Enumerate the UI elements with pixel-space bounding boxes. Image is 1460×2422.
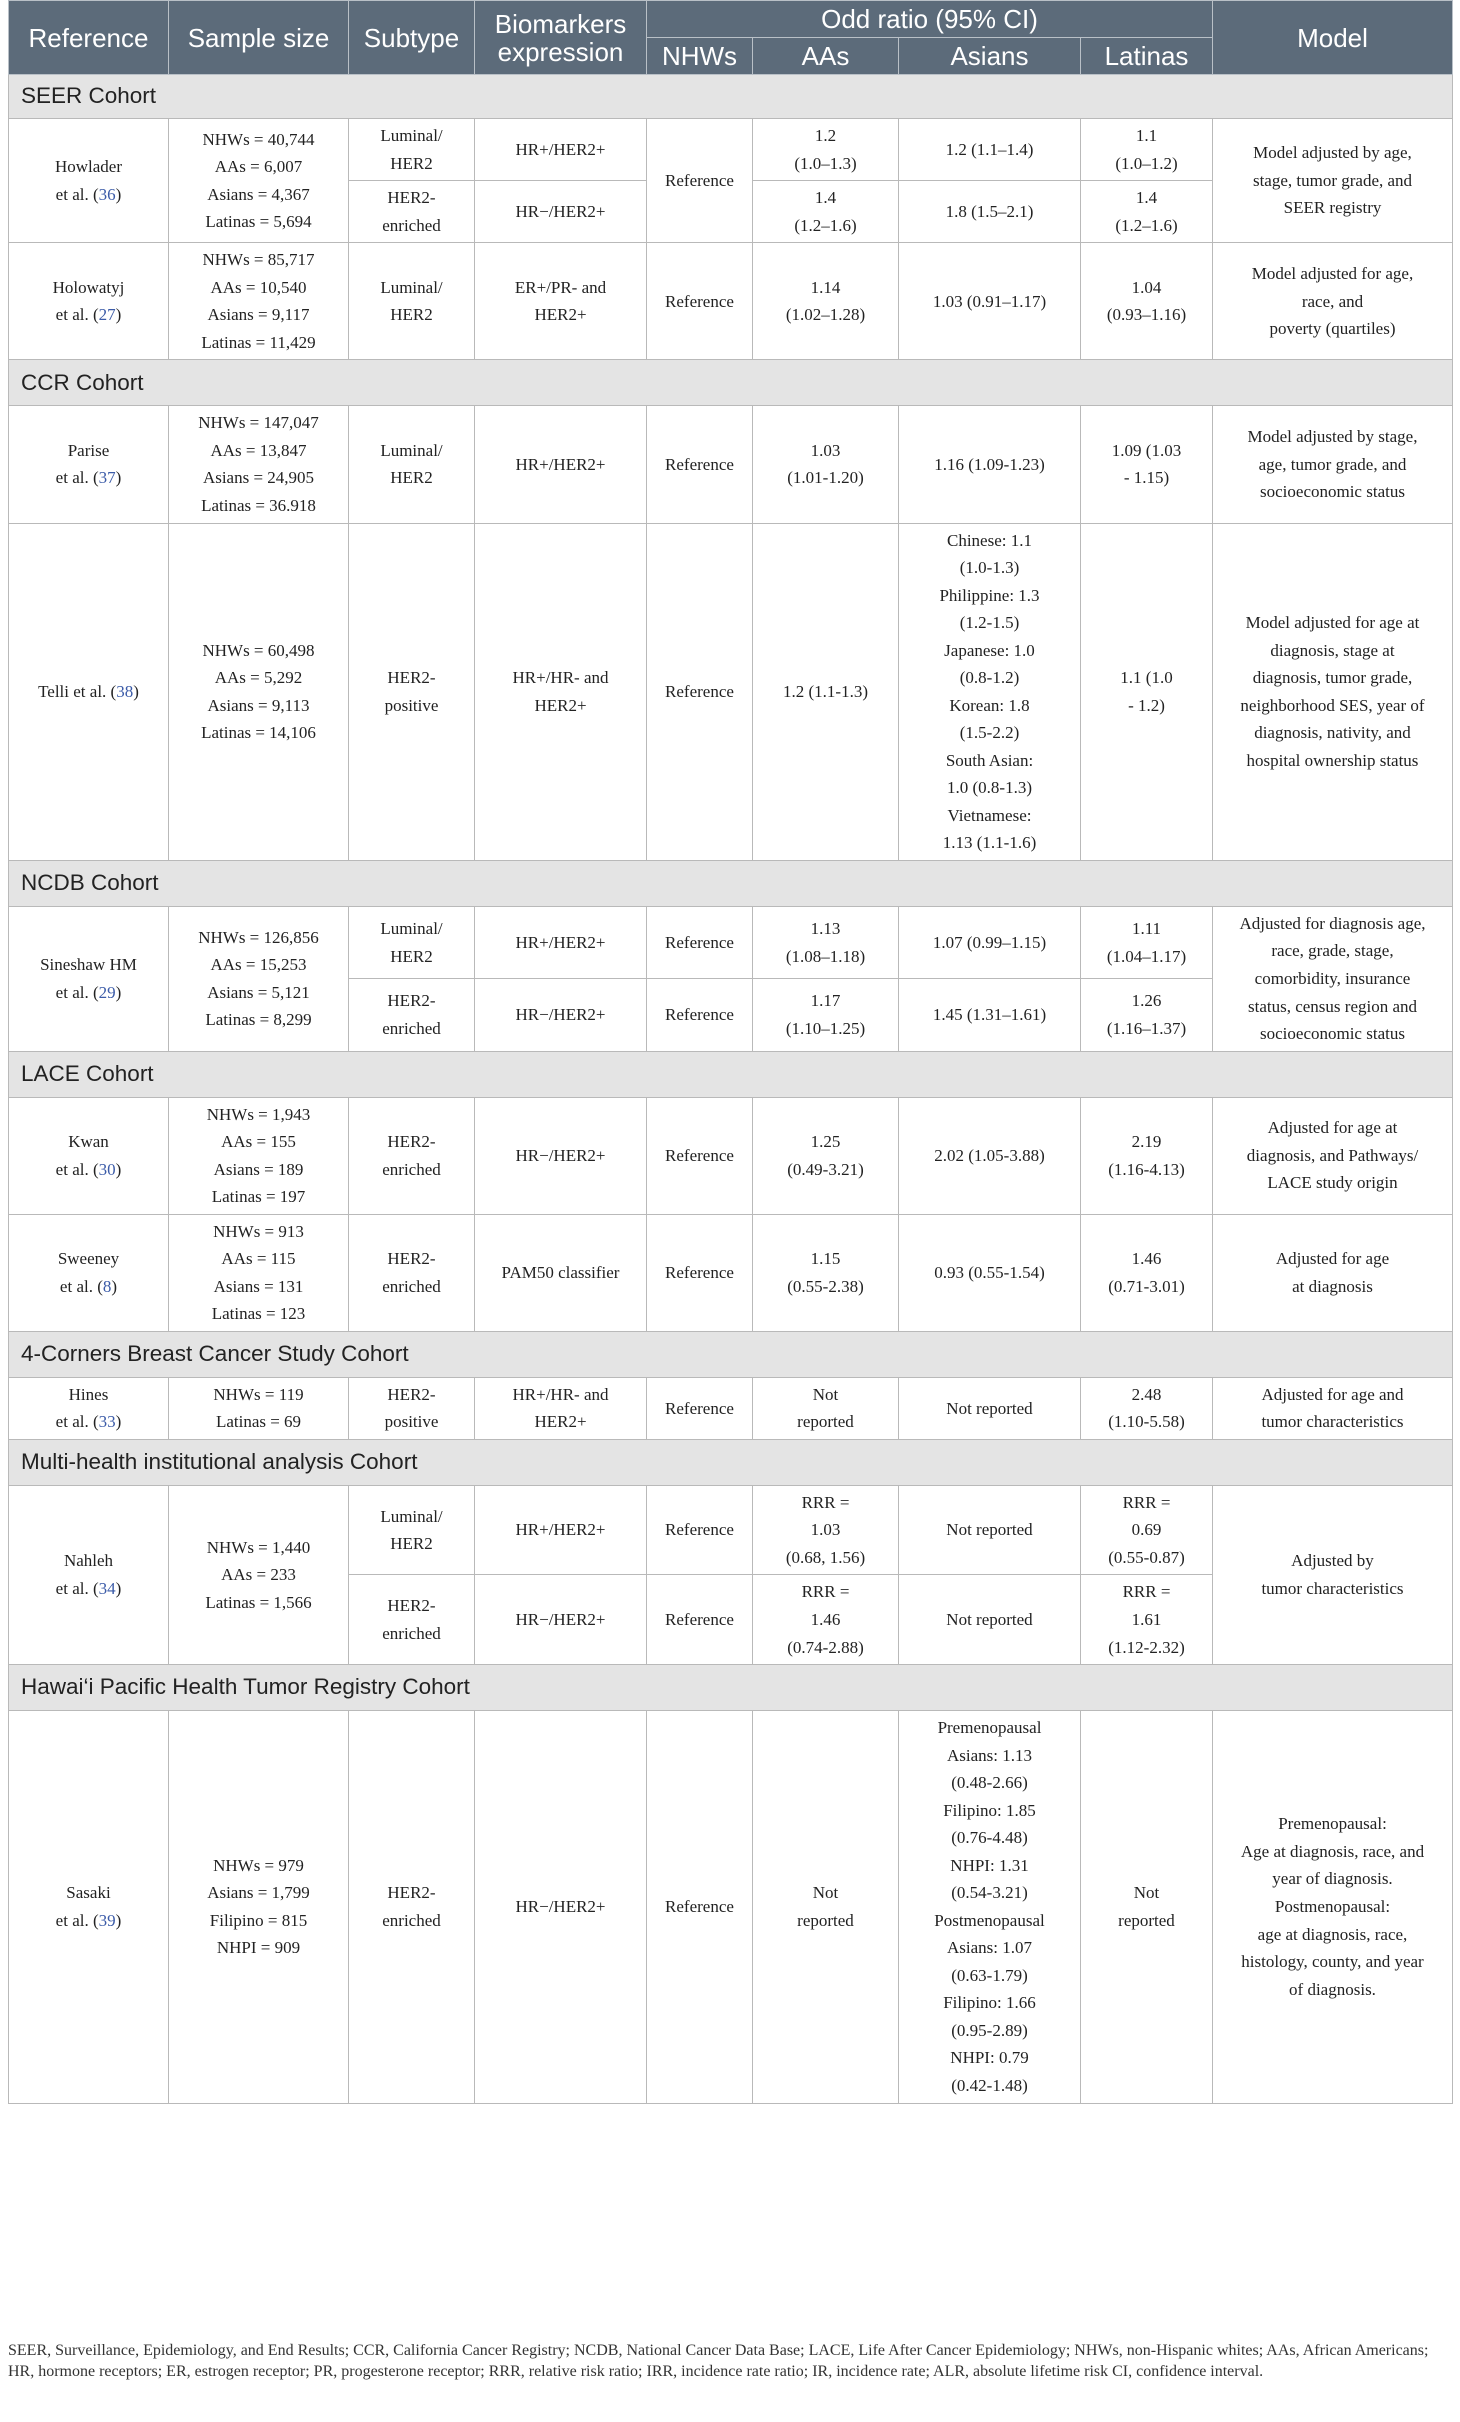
reference-cell: Telli et al. (38) xyxy=(9,523,169,860)
asian-cell: Chinese: 1.1 (1.0-1.3) Philippine: 1.3 (1.2-1.5) Japanese: 1.0 (0.8-1.2) Korean: 1.8 (1.5-2.2) South Asian: 1.0 (0.8-1.3) Vietnamese: 1.13 (1.1-1.6) xyxy=(899,523,1081,860)
cohort-row xyxy=(9,1665,1453,1711)
header-latinas: Latinas xyxy=(1081,38,1213,75)
reference-cell: Kwan et al. (30) xyxy=(9,1097,169,1214)
aa-cell: 1.13 (1.08–1.18) xyxy=(753,906,899,978)
nhw-cell: Reference xyxy=(647,1377,753,1439)
model-cell: Premenopausal: Age at diagnosis, race, and year of diagnosis. Postmenopausal: age at diagnosis, race, histology, county, and year of diagnosis. xyxy=(1213,1711,1453,2103)
reference-name: Holowatyj et al. xyxy=(52,277,125,325)
nhw-cell: Reference xyxy=(647,1711,753,2103)
reference-name: Parise et al. xyxy=(55,440,110,488)
header-odd-ratio: Odd ratio (95% CI) xyxy=(647,1,1213,38)
latina-cell: Not reported xyxy=(1081,1711,1213,2103)
latina-cell: 1.46 (0.71-3.01) xyxy=(1081,1214,1213,1331)
cohort-title: 4-Corners Breast Cancer Study Cohort xyxy=(9,1331,1453,1377)
asian-cell: 1.07 (0.99–1.15) xyxy=(899,906,1081,978)
model-cell: Adjusted for age at diagnosis xyxy=(1213,1214,1453,1331)
header-nhws: NHWs xyxy=(647,38,753,75)
latina-cell: 1.11 (1.04–1.17) xyxy=(1081,906,1213,978)
nhw-cell: Reference xyxy=(647,1214,753,1331)
aa-cell: Not reported xyxy=(753,1711,899,2103)
latina-cell: RRR = 0.69 (0.55-0.87) xyxy=(1081,1485,1213,1575)
reference-cell: Holowatyj et al. (27) xyxy=(9,243,169,360)
subtype-cell: HER2- positive xyxy=(349,523,475,860)
latina-cell: 2.19 (1.16-4.13) xyxy=(1081,1097,1213,1214)
header-asians: Asians xyxy=(899,38,1081,75)
reference-name: Sineshaw HM et al. xyxy=(40,955,137,1002)
model-cell: Model adjusted for age, race, and poverty (quartiles) xyxy=(1213,243,1453,360)
cohort-row xyxy=(9,1051,1453,1097)
subtype-cell: HER2- enriched xyxy=(349,1097,475,1214)
table-row xyxy=(9,523,1453,860)
biomarkers-cell: HR−/HER2+ xyxy=(475,181,647,243)
reference-name: Nahleh et al. xyxy=(55,1551,114,1598)
nhw-cell: Reference xyxy=(647,906,753,978)
subtype-cell: Luminal/ HER2 xyxy=(349,406,475,523)
asian-cell: Not reported xyxy=(899,1485,1081,1575)
sample-size-cell: NHWs = 126,856 AAs = 15,253 Asians = 5,121 Latinas = 8,299 xyxy=(169,906,349,1051)
asian-cell: 0.93 (0.55-1.54) xyxy=(899,1214,1081,1331)
table-row xyxy=(9,1377,1453,1439)
citation-link[interactable]: 33 xyxy=(98,1412,116,1432)
cohort-row xyxy=(9,1439,1453,1485)
reference-cell: Sweeney et al. (8) xyxy=(9,1214,169,1331)
table-row xyxy=(9,243,1453,360)
sample-size-cell: NHWs = 119 Latinas = 69 xyxy=(169,1377,349,1439)
sample-size-cell: NHWs = 1,943 AAs = 155 Asians = 189 Latinas = 197 xyxy=(169,1097,349,1214)
asian-cell: 2.02 (1.05-3.88) xyxy=(899,1097,1081,1214)
reference-name: Kwan et al. xyxy=(55,1132,109,1179)
header-sample-size: Sample size xyxy=(169,1,349,75)
latina-cell: 1.09 (1.03 - 1.15) xyxy=(1081,406,1213,523)
latina-cell: 1.26 (1.16–1.37) xyxy=(1081,979,1213,1051)
cohort-title: SEER Cohort xyxy=(9,75,1453,119)
citation-link[interactable]: 8 xyxy=(102,1276,112,1296)
citation-link[interactable]: 39 xyxy=(98,1910,116,1930)
aa-cell: 1.17 (1.10–1.25) xyxy=(753,979,899,1051)
cohort-title: NCDB Cohort xyxy=(9,860,1453,906)
asian-cell: 1.03 (0.91–1.17) xyxy=(899,243,1081,360)
biomarkers-cell: HR+/HER2+ xyxy=(475,906,647,978)
asian-cell: Not reported xyxy=(899,1377,1081,1439)
cohort-title: Hawai‘i Pacific Health Tumor Registry Cohort xyxy=(9,1665,1453,1711)
biomarkers-cell: HR+/HER2+ xyxy=(475,1485,647,1575)
subtype-cell: Luminal/ HER2 xyxy=(349,243,475,360)
aa-cell: 1.4 (1.2–1.6) xyxy=(753,181,899,243)
asian-cell: 1.2 (1.1–1.4) xyxy=(899,119,1081,181)
latina-cell: 1.04 (0.93–1.16) xyxy=(1081,243,1213,360)
biomarkers-cell: HR−/HER2+ xyxy=(475,1711,647,2103)
table-container xyxy=(8,0,1452,2104)
biomarkers-cell: ER+/PR- and HER2+ xyxy=(475,243,647,360)
sample-size-cell: NHWs = 60,498 AAs = 5,292 Asians = 9,113 Latinas = 14,106 xyxy=(169,523,349,860)
table-row xyxy=(9,1485,1453,1575)
nhw-cell: Reference xyxy=(647,406,753,523)
citation-link[interactable]: 38 xyxy=(116,681,134,701)
cohort-row xyxy=(9,75,1453,119)
header-subtype: Subtype xyxy=(349,1,475,75)
biomarkers-cell: HR+/HR- and HER2+ xyxy=(475,1377,647,1439)
table-row xyxy=(9,1711,1453,2103)
aa-cell: 1.15 (0.55-2.38) xyxy=(753,1214,899,1331)
model-cell: Model adjusted by age, stage, tumor grade, and SEER registry xyxy=(1213,119,1453,243)
model-cell: Adjusted for diagnosis age, race, grade, stage, comorbidity, insurance status, census region and socioeconomic status xyxy=(1213,906,1453,1051)
aa-cell: RRR = 1.03 (0.68, 1.56) xyxy=(753,1485,899,1575)
odds-ratio-table xyxy=(8,0,1453,2104)
model-cell: Model adjusted for age at diagnosis, stage at diagnosis, tumor grade, neighborhood SES, year of diagnosis, nativity, and hospital ownership status xyxy=(1213,523,1453,860)
table-row xyxy=(9,406,1453,523)
aa-cell: 1.03 (1.01-1.20) xyxy=(753,406,899,523)
reference-cell: Sineshaw HM et al. (29) xyxy=(9,906,169,1051)
table-row xyxy=(9,1097,1453,1214)
aa-cell: 1.2 (1.1-1.3) xyxy=(753,523,899,860)
biomarkers-cell: HR+/HER2+ xyxy=(475,119,647,181)
table-row xyxy=(9,906,1453,978)
biomarkers-cell: HR−/HER2+ xyxy=(475,1575,647,1665)
asian-cell: 1.16 (1.09-1.23) xyxy=(899,406,1081,523)
citation-link[interactable]: 29 xyxy=(98,982,116,1002)
sample-size-cell: NHWs = 40,744 AAs = 6,007 Asians = 4,367 Latinas = 5,694 xyxy=(169,119,349,243)
nhw-cell: Reference xyxy=(647,1097,753,1214)
latina-cell: 1.1 (1.0–1.2) xyxy=(1081,119,1213,181)
table-row xyxy=(9,119,1453,181)
nhw-cell: Reference xyxy=(647,523,753,860)
biomarkers-cell: HR+/HR- and HER2+ xyxy=(475,523,647,860)
subtype-cell: HER2- positive xyxy=(349,1377,475,1439)
model-cell: Model adjusted by stage, age, tumor grade, and socioeconomic status xyxy=(1213,406,1453,523)
aa-cell: 1.14 (1.02–1.28) xyxy=(753,243,899,360)
subtype-cell: HER2- enriched xyxy=(349,1214,475,1331)
subtype-cell: HER2- enriched xyxy=(349,1711,475,2103)
cohort-row xyxy=(9,860,1453,906)
latina-cell: RRR = 1.61 (1.12-2.32) xyxy=(1081,1575,1213,1665)
cohort-row xyxy=(9,360,1453,406)
model-cell: Adjusted by tumor characteristics xyxy=(1213,1485,1453,1664)
header-biomarkers: Biomarkers expression xyxy=(475,1,647,75)
header-aas: AAs xyxy=(753,38,899,75)
biomarkers-cell: PAM50 classifier xyxy=(475,1214,647,1331)
header-model: Model xyxy=(1213,1,1453,75)
cohort-row xyxy=(9,1331,1453,1377)
aa-cell: 1.2 (1.0–1.3) xyxy=(753,119,899,181)
table-body xyxy=(9,75,1453,2103)
aa-cell: 1.25 (0.49-3.21) xyxy=(753,1097,899,1214)
biomarkers-cell: HR+/HER2+ xyxy=(475,406,647,523)
reference-name: Howlader et al. xyxy=(54,157,123,204)
reference-name: Sweeney et al. xyxy=(57,1249,120,1296)
reference-name: Sasaki et al. xyxy=(55,1883,111,1930)
biomarkers-cell: HR−/HER2+ xyxy=(475,1097,647,1214)
cohort-title: CCR Cohort xyxy=(9,360,1453,406)
biomarkers-cell: HR−/HER2+ xyxy=(475,979,647,1051)
asian-cell: 1.8 (1.5–2.1) xyxy=(899,181,1081,243)
model-cell: Adjusted for age at diagnosis, and Pathways/ LACE study origin xyxy=(1213,1097,1453,1214)
cohort-title: Multi-health institutional analysis Cohort xyxy=(9,1439,1453,1485)
sample-size-cell: NHWs = 913 AAs = 115 Asians = 131 Latinas = 123 xyxy=(169,1214,349,1331)
reference-cell: Parise et al. (37) xyxy=(9,406,169,523)
subtype-cell: Luminal/ HER2 xyxy=(349,1485,475,1575)
subtype-cell: Luminal/ HER2 xyxy=(349,119,475,181)
aa-cell: Not reported xyxy=(753,1377,899,1439)
nhw-cell: Reference xyxy=(647,1485,753,1575)
header-reference: Reference xyxy=(9,1,169,75)
citation-link[interactable]: 36 xyxy=(98,184,116,204)
nhw-cell: Reference xyxy=(647,979,753,1051)
nhw-cell: Reference xyxy=(647,119,753,243)
sample-size-cell: NHWs = 147,047 AAs = 13,847 Asians = 24,905 Latinas = 36.918 xyxy=(169,406,349,523)
reference-cell: Sasaki et al. (39) xyxy=(9,1711,169,2103)
citation-link[interactable]: 34 xyxy=(98,1578,116,1598)
citation-link[interactable]: 27 xyxy=(98,305,116,325)
sample-size-cell: NHWs = 85,717 AAs = 10,540 Asians = 9,117 Latinas = 11,429 xyxy=(169,243,349,360)
latina-cell: 1.1 (1.0 - 1.2) xyxy=(1081,523,1213,860)
latina-cell: 1.4 (1.2–1.6) xyxy=(1081,181,1213,243)
reference-name: Telli et al. xyxy=(38,681,107,701)
citation-link[interactable]: 37 xyxy=(98,468,116,488)
model-cell: Adjusted for age and tumor characteristics xyxy=(1213,1377,1453,1439)
subtype-cell: HER2- enriched xyxy=(349,1575,475,1665)
reference-cell: Hines et al. (33) xyxy=(9,1377,169,1439)
nhw-cell: Reference xyxy=(647,243,753,360)
sample-size-cell: NHWs = 979 Asians = 1,799 Filipino = 815 NHPI = 909 xyxy=(169,1711,349,2103)
subtype-cell: HER2- enriched xyxy=(349,979,475,1051)
table-row xyxy=(9,1214,1453,1331)
reference-cell: Howlader et al. (36) xyxy=(9,119,169,243)
subtype-cell: Luminal/ HER2 xyxy=(349,906,475,978)
asian-cell: Not reported xyxy=(899,1575,1081,1665)
reference-name: Hines et al. xyxy=(55,1384,109,1432)
sample-size-cell: NHWs = 1,440 AAs = 233 Latinas = 1,566 xyxy=(169,1485,349,1664)
reference-cell: Nahleh et al. (34) xyxy=(9,1485,169,1664)
table-footnote: SEER, Surveillance, Epidemiology, and End Results; CCR, California Cancer Registry; NCDB, National Cancer Data Base; LACE, Life After Cancer Epidemiology; NHWs, non-Hispanic whites; AAs, African Americans; HR, hormone receptors; ER, estrogen receptor; PR, progesterone receptor; RRR, relative risk ratio; IRR, incidence rate ratio; IR, incidence rate; ALR, absolute lifetime risk CI, confidence interval. xyxy=(8,2342,1429,2381)
cohort-title: LACE Cohort xyxy=(9,1051,1453,1097)
asian-cell: 1.45 (1.31–1.61) xyxy=(899,979,1081,1051)
citation-link[interactable]: 30 xyxy=(98,1159,116,1179)
aa-cell: RRR = 1.46 (0.74-2.88) xyxy=(753,1575,899,1665)
nhw-cell: Reference xyxy=(647,1575,753,1665)
asian-cell: Premenopausal Asians: 1.13 (0.48-2.66) Filipino: 1.85 (0.76-4.48) NHPI: 1.31 (0.54-3.21) Postmenopausal Asians: 1.07 (0.63-1.79) Filipino: 1.66 (0.95-2.89) NHPI: 0.79 (0.42-1.48) xyxy=(899,1711,1081,2103)
latina-cell: 2.48 (1.10-5.58) xyxy=(1081,1377,1213,1439)
subtype-cell: HER2- enriched xyxy=(349,181,475,243)
